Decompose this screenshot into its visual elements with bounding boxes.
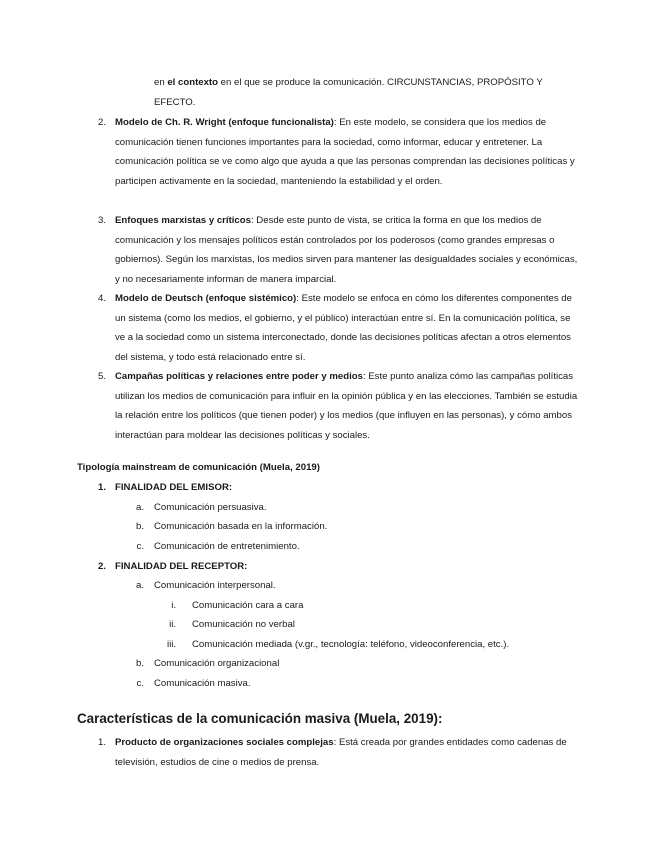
list-item: Comunicación interpersonal. [154, 580, 276, 591]
sub-roman: i. [171, 600, 176, 611]
sub-letter: b. [135, 658, 144, 669]
sub-roman: ii. [169, 619, 176, 630]
list-subitem: Comunicación mediada (v.gr., tecnología: teléfono, videoconferencia, etc.). [192, 639, 510, 650]
list-item: Comunicación basada en la información. [154, 521, 328, 532]
massive-heading: Características de la comunicación masiva (Muela, 2019): [77, 711, 443, 726]
list-subitem: Comunicación cara a cara [192, 600, 304, 611]
list-item-complex-orgs: Producto de organizaciones sociales complejas: Está creada por grandes entidades como cadenas de televisión, estudios de cine o medios de prensa. [115, 737, 567, 768]
list-item-marxist: Enfoques marxistas y críticos: Desde este punto de vista, se critica la forma en que los medios de comunicación y los mensajes políticos están controlados por los poderosos (como grandes empresas o gobiernos). Según los marxistas, los medios sirven para mantener las desigualdades sociales y económicas, y no necesariamente informan de manera imparcial. [115, 215, 578, 285]
list-item: Comunicación organizacional [154, 658, 280, 669]
sub-roman: iii. [166, 639, 176, 650]
list-number: 1. [97, 737, 106, 748]
section-number: 2. [97, 561, 106, 572]
list-item-deutsch: Modelo de Deutsch (enfoque sistémico): Este modelo se enfoca en cómo los diferentes componentes de un sistema (como los medios, el gobierno, y el público) interactúan entre sí. En la comunicación política, se ve a la sociedad como un sistema interconectado, donde las decisiones políticas afectan a otros elementos del sistema, y todo está relacionado entre sí. [115, 293, 572, 363]
list-item: Comunicación persuasiva. [154, 502, 267, 513]
list-item: Comunicación de entretenimiento. [154, 541, 300, 552]
list-item: Comunicación masiva. [154, 678, 251, 689]
sub-letter: a. [135, 502, 144, 513]
list-number: 2. [97, 117, 106, 128]
sub-letter: c. [136, 678, 144, 689]
list-number: 3. [97, 215, 106, 226]
list-number: 5. [97, 371, 106, 382]
sub-letter: b. [135, 521, 144, 532]
continuation-line-1: en el contexto en el que se produce la comunicación. CIRCUNSTANCIAS, PROPÓSITO Y [154, 77, 543, 88]
section-title-emisor: FINALIDAD DEL EMISOR: [115, 482, 233, 493]
typology-heading: Tipología mainstream de comunicación (Muela, 2019) [77, 462, 320, 473]
sub-letter: a. [135, 580, 144, 591]
section-number: 1. [97, 482, 106, 493]
list-number: 4. [97, 293, 106, 304]
sub-letter: c. [136, 541, 144, 552]
list-subitem: Comunicación no verbal [192, 619, 295, 630]
continuation-line-2: EFECTO. [154, 97, 196, 108]
list-item-wright: Modelo de Ch. R. Wright (enfoque funcionalista): En este modelo, se considera que los medios de comunicación tienen funciones importantes para la sociedad, como informar, educar y entretener. La comunicación política se ve como algo que ayuda a que las personas comprendan las decisiones políticas y participen activamente en la sociedad, manteniendo la estabilidad y el orden. [115, 117, 575, 187]
section-title-receptor: FINALIDAD DEL RECEPTOR: [115, 561, 248, 572]
list-item-campaigns: Campañas políticas y relaciones entre poder y medios: Este punto analiza cómo las campañas políticas utilizan los medios de comunicación para influir en la opinión pública y en las elecciones. También se estudia la relación entre los políticos (que tienen poder) y los medios (que influyen en las personas), y cómo ambos interactúan para moldear las decisiones políticas y sociales. [115, 371, 578, 441]
